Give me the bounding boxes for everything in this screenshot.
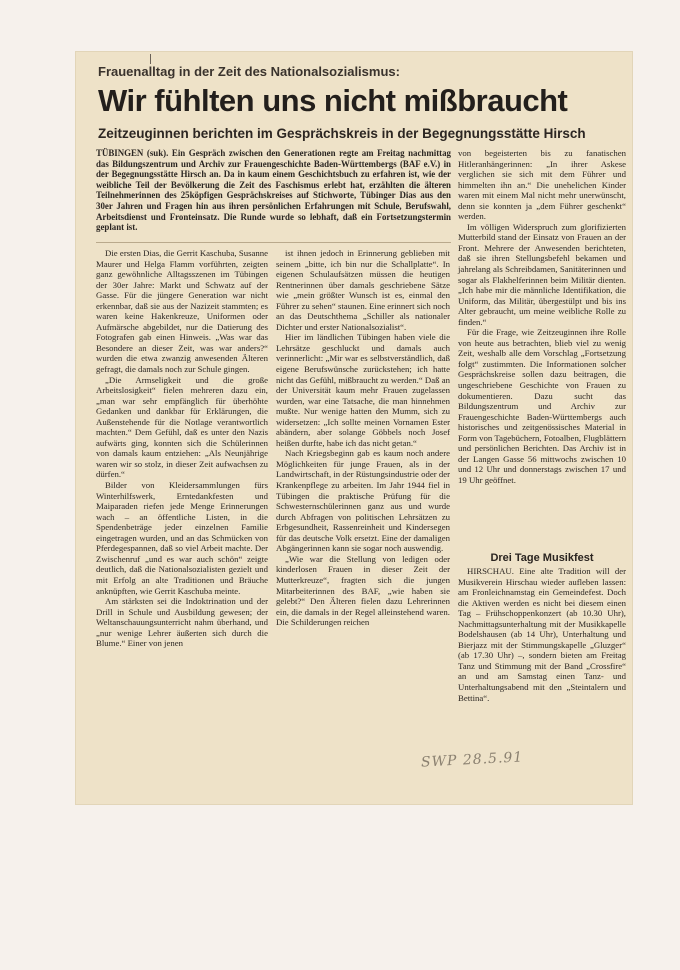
paragraph: Für die Frage, wie Zeitzeuginnen ihre Rolle von heute aus betrachten, blieb viel zu wenig Zeit, weshalb alle dem Vorschlag „Fortsetzung folgt“ zustimmten. Die Informationen solcher Gesprächskreise sollen dazu beitragen, die ungeschriebene Geschichte von Frauen zu dokumentieren. Dazu sucht das Bildungszentrum und Archiv zur Frauengeschichte Baden-Württembergs auch historisches und zeitgenössisches Material in Form von Tagebüchern, Fotoalben, Flugblättern und persönlichen Berichten. Das Archiv ist in der Langen Gasse 56 mittwochs zwischen 10 und 12 Uhr und donnerstags zwischen 17 und 19 Uhr geöffnet. (458, 327, 626, 485)
article-column-1 (96, 248, 268, 649)
paragraph: Bilder von Kleidersammlungen fürs Winterhilfswerk, Erntedankfesten und Maiparaden riefen jede Menge Erinnerungen wach – an öffentliche Listen, in die Spendenbeträge jeder einzelnen Familie eingetragen wurden, und an das Schmücken von Pferdegespannen, daß so viel Arbeit machte. Der Zwischenruf „und es war auch schön“ zeigte deutlich, daß die Nationalsozialisten gezielt und mit Erfolg an alte Traditionen und Bräuche anknüpften, wie Gerrit Kaschuba meinte. (96, 480, 268, 596)
paragraph: „Wie war die Stellung von ledigen oder kinderlosen Frauen in dieser Zeit der Mutterkreuze“, fragten sich die jungen Mitarbeiterinnen des BAF, „wie haben sie gelebt?“ Den Älteren fielen dazu Lehrerinnen ein, die damals in der Regel alleinstehend waren. Die Schilderungen reichen (276, 553, 450, 628)
paragraph: Am stärksten sei die Indoktrination und der Drill in Schule und Ausbildung gewesen; der Weltanschauungsunterricht nahm überhand, und „nur wenige Lehrer äußerten sich durch die Blume.“ Einer von jenen (96, 596, 268, 649)
paragraph: von begeisterten bis zu fanatischen Hitleranhängerinnen: „In ihrer Askese verglichen sie sich mit dem Führer und himmelten ihn an.“ Die unehelichen Kinder waren mit einem Mal nicht mehr unerwünscht, denn sie konnten ja „dem Führer geschenkt“ werden. (458, 148, 626, 222)
article-headline: Wir fühlten uns nicht mißbraucht (98, 83, 568, 118)
paragraph: Im völligen Widerspruch zum glorifizierten Mutterbild stand der Einsatz von Frauen an der Front. Mehrere der Anwesenden berichteten, daß sie ihren Stellungsbefehl bekamen und jahrelang als Schreibdamen, Sanitäterinnen und sogar als Flakhelferinnen beim Militär dienten. „Ich habe mir die männliche Identifikation, die Uniform, das Militär, übergestülpt und bis ins Alter gebraucht, um meine weibliche Rolle zu finden.“ (458, 221, 626, 327)
paragraph: „Die Armseligkeit und die große Arbeitslosigkeit“ fielen mehreren dazu ein, „man war sehr empfänglich für überhöhte Gedanken und dankbar für Erklärungen, die Außenstehende für die Notlage verantwortlich machten.“ Dem Gefühl, daß es unter den Nazis aufwärts ging, konnten sich die Schülerinnen von damals kaum entziehen: „Als Neunjährige waren wir so stolz, in dieser Zeit aufwachsen zu dürfen.“ (96, 374, 268, 480)
lead-divider (96, 242, 451, 243)
paragraph: HIRSCHAU. Eine alte Tradition will der Musikverein Hirschau wieder aufleben lassen: am Fronleichnamstag ein Gemeindefest. Doch die Aktiven werden es nicht bei diesem einen Tag – Frühschoppenkonzert (ab 10.30 Uhr), Nachmittagsunterhaltung mit der Musikkapelle Bodelshausen (ab 14 Uhr), Unterhaltung und Bierjazz mit der Stimmungskapelle „Gluzger“ (ab 17.30 Uhr) –, sondern bieten am Freitag Tanz und Stimmung mit der Band „Crossfire“ an und am Samstag einen Tanz- und Unterhaltungsabend mit den „Steintalern und Bettina“. (458, 566, 626, 703)
paragraph: Nach Kriegsbeginn gab es kaum noch andere Möglichkeiten für junge Frauen, als in der Landwirtschaft, in der Rüstungsindustrie oder der Krankenpflege zu arbeiten. Im Jahr 1944 fiel in Tübingen die praktische Prüfung für die Schwesternschülerinnen ganz aus und wurde durch Abfragen von politischen Lehrsätzen zu Erbgesundheit, Rassenreinheit und Kindersegen für das deutsche Volk ersetzt. Eine der damaligen Abgängerinnen kann sie sogar noch auswendig. (276, 448, 450, 554)
article-column-2 (276, 248, 450, 628)
paragraph: Die ersten Dias, die Gerrit Kaschuba, Susanne Maurer und Helga Flamm vorführten, zeigten ganz gewöhnliche Alltagsszenen im Tübingen der 30er Jahre: Markt und Schwatz auf der Gasse. Für die jüngere Generation war nicht erkennbar, daß sie aus der Nazizeit stammten; es waren keine Hakenkreuze, Uniformen oder Aufmärsche abgebildet, nur die Datierung des Fotografen gab einen Hinweis. „Was war das Besondere an dieser Zeit, was war anders?“ wurden die etwa zwanzig anwesenden Älteren gefragt, die damals noch zur Schule gingen. (96, 248, 268, 375)
article-kicker: Frauenalltag in der Zeit des Nationalsozialismus: (98, 64, 400, 79)
margin-mark (150, 54, 151, 64)
paragraph: Hier im ländlichen Tübingen haben viele die Lehrsätze geschluckt und damals auch verinnerlicht: „Mir war es selbstverständlich, daß eigene Berufswünsche zurückstehen; ich hatte nicht das Gefühl, mißbraucht zu werden.“ Daß an der Universität kaum mehr Frauen zugelassen wurden, war eine Tatsache, die man hinnehmen mußte. Nur wenige hatten den Mumm, sich zu widersetzen: „Ich sollte meinen Vornamen Ester abändern, aber solange Göbbels noch Josef heißen durfte, habe ich das nicht getan.“ (276, 332, 450, 448)
article-column-3 (458, 148, 626, 486)
article-lead: TÜBINGEN (suk). Ein Gespräch zwischen den Generationen regte am Freitag nachmittag das Bildungszentrum und Archiv zur Frauengeschichte Baden-Württembergs (BAF e.V.) in der Begegnungsstätte Hirsch an. Da in kaum einem Geschichtsbuch zu erfahren ist, wie der weibliche Teil der Bevölkerung die Zeit des Faschismus erlebt hat, erzählten die älteren Teilnehmerinnen des 25köpfigen Gesprächskreises auf Stichworte, Tübinger Dias aus den 30er Jahren und Fragen hin aus ihren persönlichen Erfahrungen mit Schule, Berufswahl, Arbeitsdienst und Fronteinsatz. Die Runde wurde so lebhaft, daß ein Fortsetzungstermin geplant ist. (96, 148, 451, 233)
paragraph: ist ihnen jedoch in Erinnerung geblieben mit seinem „bitte, ich bin nur die Schallplatte“. In eigenen Schulaufsätzen müssen die heutigen Rentnerinnen über damals geschriebene Sätze wie „mein größter Wunsch ist es, einmal den Führer zu sehen“ staunen. Eine erinnert sich noch an das Deutschthema „Schiller als nationaler Dichter und erster Nationalsozialist“. (276, 248, 450, 332)
handwritten-date-annotation: SWP 28.5.91 (420, 749, 524, 771)
sidebar-title: Drei Tage Musikfest (490, 552, 594, 564)
sidebar-body-column (458, 566, 626, 703)
newspaper-clipping (76, 52, 632, 804)
article-subheadline: Zeitzeuginnen berichten im Gesprächskreis in der Begegnungsstätte Hirsch (98, 126, 586, 141)
